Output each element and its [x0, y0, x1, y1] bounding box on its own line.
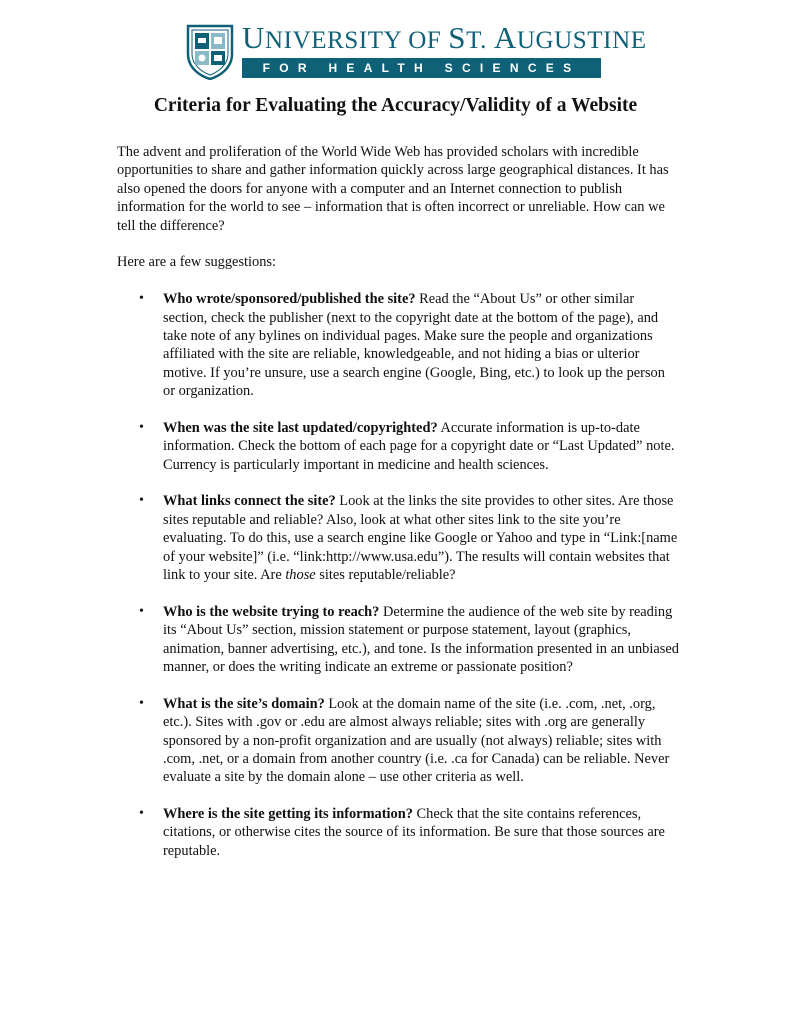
list-item [117, 492, 679, 584]
bullet-text: Check that the site contains references, citations, or otherwise cites the source of its information. Be sure that those sources are reputable. [163, 806, 669, 859]
bullet-question: Where is the site getting its information? [163, 806, 413, 823]
bullet-question: Who is the website trying to reach? [163, 603, 380, 620]
bullet-question: What links connect the site? [163, 493, 336, 510]
bullet-text: Look at the domain name of the site (i.e. .com, .net, .org, etc.). Sites with .gov or .edu are almost always reliable; sites with .org are generally sponsored by a non-profit organization and are usually (not always) reliable; sites with .com, .net, or a domain from another country (i.e. .ca for Canada) can be reliable. Never evaluate a site by the domain alone – use other criteria as well. [163, 695, 673, 786]
university-header [186, 20, 647, 82]
university-crest-logo [186, 24, 234, 80]
bullet-text: Read the “About Us” or other similar section, check the publisher (next to the copyright date at the bottom of the page), and take note of any bylines on individual pages. Make sure the people and organizations affiliated with the site are reliable, knowledgeable, and not hiding a bias or ulterior motive. If you’re unsure, use a search engine (Google, Bing, etc.) to look up the person or organization. [163, 291, 669, 400]
bullet-text: sites reputable/reliable? [315, 567, 456, 584]
intro-paragraph: The advent and proliferation of the World Wide Web has provided scholars with incredible opportunities to share and gather information quickly across large geographical distances. It has also opened the doors for anyone with a computer and an Internet connection to publish information for the world to see – information that is often incorrect or unreliable. How can we tell the difference? [117, 144, 669, 234]
bullet-text: Accurate information is up-to-date information. Check the bottom of each page for a copyright date or “Last Updated” note. Currency is particularly important in medicine and health sciences. [163, 419, 679, 473]
document-title: Criteria for Evaluating the Accuracy/Validity of a Website [153, 95, 638, 116]
bullet-icon: • [139, 695, 144, 711]
bullet-text: Determine the audience of the web site by reading its “About Us” section, mission statement or purpose statement, layout (graphics, animation, banner advertising, etc.), and tone. Is the information presented in an unbiased manner, or does the writing indicate an extreme or passionate position? [163, 603, 683, 676]
bullet-icon: • [139, 806, 144, 822]
bullet-icon: • [139, 493, 144, 509]
list-item [117, 695, 679, 787]
university-name: UNIVERSITY OF ST. AUGUSTINE [242, 20, 647, 55]
list-item [117, 419, 679, 474]
list-item [117, 603, 683, 677]
bullet-icon: • [139, 419, 144, 435]
document-body [117, 143, 683, 879]
university-subtitle: FOR HEALTH SCIENCES [262, 61, 581, 75]
suggestions-lead: Here are a few suggestions: [117, 254, 277, 271]
suggestions-list [117, 290, 683, 860]
university-subtitle-bar [242, 58, 601, 78]
bullet-question: When was the site last updated/copyrighted? [163, 419, 438, 436]
bullet-question: Who wrote/sponsored/published the site? [163, 291, 416, 308]
list-item [117, 290, 679, 400]
list-item [117, 805, 679, 860]
bullet-text: Look at the links the site provides to other sites. Are those sites reputable and reliable? Also, look at what other sites link to the site you’re evaluating. To do this, use a search engine like Google or Yahoo and type in “Link:[name of your website]” (i.e. “link:http://www.usa.edu”). The results will contain websites that link to your site. Are [163, 493, 681, 584]
bullet-question: What is the site’s domain? [163, 695, 325, 712]
bullet-icon: • [139, 291, 144, 307]
bullet-text-emphasis: those [285, 567, 316, 584]
bullet-icon: • [139, 603, 144, 619]
